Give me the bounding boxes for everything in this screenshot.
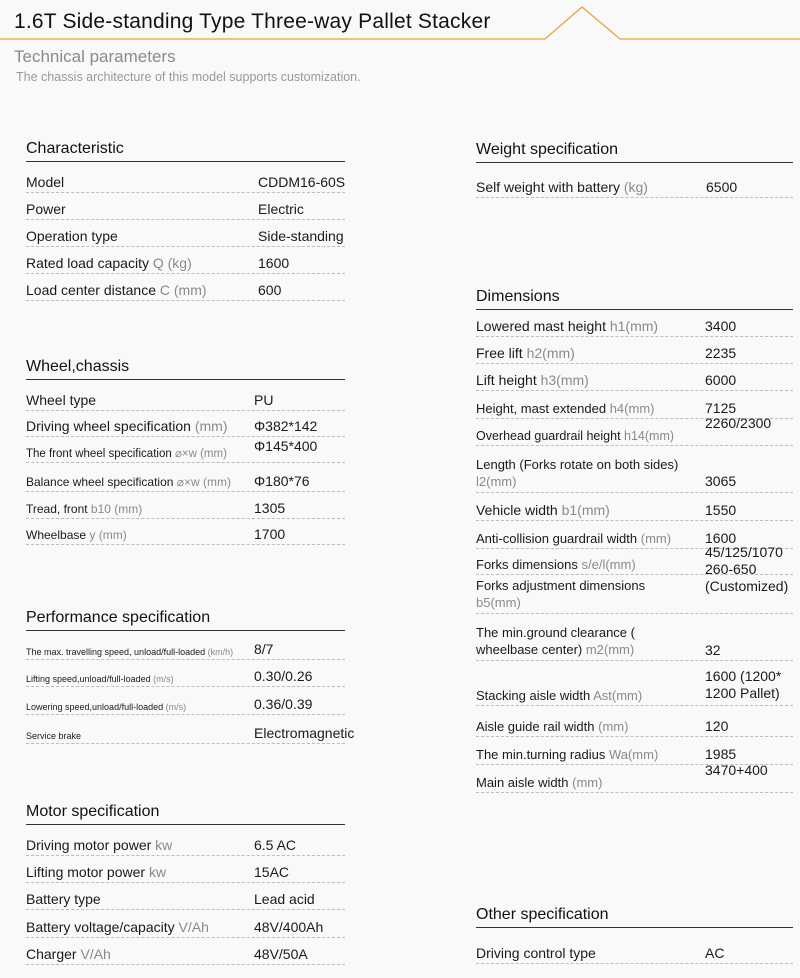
motor-row [26,857,345,883]
characteristic-row [26,276,345,301]
dimensions-row-value: 7125 [705,400,737,416]
section-dimensions-title: Dimensions [476,288,793,310]
dimensions-row-label [476,372,589,388]
dimensions-row-label [476,719,628,734]
label-text: Lowered mast height [476,318,610,334]
dimensions-row-value: 32 [705,642,721,658]
label-text: The max. travelling speed, unload/full-loaded [26,647,208,657]
wheel-row-value: 1700 [254,526,286,542]
label-unit: Q (kg) [152,255,192,271]
label-unit: Ast(mm) [593,688,643,703]
label-unit: (km/h) [207,647,234,657]
dimensions-row-label [476,318,658,334]
label-unit: kw [148,864,167,880]
dimensions-row-label [476,429,674,443]
label-unit: b5(mm) [476,595,521,610]
label-text: Power [26,201,66,217]
motor-row-value: Lead acid [254,891,315,907]
wheel-row-label [26,446,227,460]
performance-row [26,689,345,715]
section-motor-title: Motor specification [26,803,345,825]
dimensions-row [476,311,793,337]
label-text: Wheel type [26,392,97,408]
wheel-row [26,385,345,411]
wheel-row [26,519,345,545]
section-wheel-title: Wheel,chassis [26,358,345,380]
performance-row-label [26,702,186,712]
section-performance-title: Performance specification [26,609,345,631]
dimensions-row-label [476,401,654,416]
performance-row-value: 0.36/0.39 [254,696,313,712]
label-text: Height, mast extended [476,401,610,416]
label-unit: h1(mm) [609,318,659,334]
characteristic-row-value: 1600 [258,255,290,271]
dimensions-row-value: 1600 (1200* 1200 Pallet) [705,668,782,701]
dimensions-row [476,495,793,521]
label-unit: (mm) [640,531,672,546]
motor-row-value: 6.5 AC [254,837,297,853]
dimensions-row [476,762,793,793]
section-other-title: Other specification [476,906,793,928]
label-text: Aisle guide rail width [476,719,599,734]
characteristic-row-label [26,255,192,271]
label-text: Rated load capacity [26,255,153,271]
label-text: The front wheel specification [26,448,175,460]
wheel-row-value: Φ145*400 [254,438,318,454]
dimensions-row [476,623,793,661]
label-unit: kw [155,837,173,853]
performance-row-label [26,647,233,657]
label-unit: V/Ah [178,919,209,935]
dimensions-row-value: 45/125/1070 [705,544,783,560]
performance-row [26,634,345,660]
characteristic-row-value: 600 [258,282,282,298]
wheel-row-label [26,502,142,516]
wheel-row-label [26,475,231,489]
label-unit: h3(mm) [540,372,589,388]
other-row-label [476,945,596,961]
label-text: Operation type [26,228,118,244]
label-text: Charger [26,946,81,962]
label-text: Lift height [476,372,541,388]
characteristic-row-value: Side-standing [258,228,344,244]
label-text: Load center distance [26,282,160,298]
wheel-row-value: Φ180*76 [254,473,310,489]
dimensions-row [476,338,793,364]
weight-row-value: 6500 [706,179,738,195]
motor-row-value: 15AC [254,864,290,880]
label-unit: (mm) [598,719,629,734]
dimensions-row-value: 1600 [705,530,737,546]
dimensions-row-value: 3065 [705,473,737,489]
label-unit: Wa(mm) [608,747,659,762]
wheel-row [26,411,345,437]
label-text: Anti-collision guardrail width [476,531,641,546]
label-text: Forks dimensions [476,557,582,572]
performance-row-value: 0.30/0.26 [254,668,313,684]
label-text: Driving motor power [26,837,156,853]
label-text: Lifting speed,unload/full-loaded [26,674,154,684]
wheel-row-label [26,528,127,542]
label-text: Lowering speed,unload/full-loaded [26,702,166,712]
dimensions-row-value: 3400 [705,318,737,334]
label-unit: b10 (mm) [90,502,143,516]
label-text: Driving control type [476,945,596,961]
motor-row [26,939,345,965]
label-text: Vehicle width [476,502,562,518]
dimensions-row [476,711,793,737]
wheel-row-label [26,392,96,408]
performance-row-value: 8/7 [254,641,274,657]
label-text: Self weight with battery [476,179,624,195]
label-unit: b1(mm) [561,502,610,518]
label-text: Overhead guardrail height [476,429,625,443]
label-text: Service brake [26,731,82,741]
label-unit: (kg) [623,179,648,195]
label-unit: s/e/l(mm) [581,557,636,572]
dimensions-row [476,365,793,391]
dimensions-row-label [476,747,658,762]
dimensions-row-value: 260-650 (Customized) [705,561,789,594]
dimensions-row-value: 1985 [705,746,737,762]
label-unit: y (mm) [89,528,127,542]
dimensions-row [476,455,793,493]
section-weight-title: Weight specification [476,141,793,163]
label-unit: h14(mm) [624,429,675,443]
dimensions-row-label [476,624,635,658]
wheel-row-label [26,418,228,434]
label-unit: ⌀×w (mm) [174,448,227,460]
label-text: Length (Forks rotate on both sides) [476,457,679,472]
dimensions-row [476,415,793,446]
label-text: Forks adjustment dimensions [476,578,646,593]
dimensions-row-label [476,688,642,703]
label-unit: V/Ah [80,946,111,962]
other-row-value: AC [705,945,725,961]
performance-row-label [26,731,81,741]
wheel-row-value: 1305 [254,500,286,516]
performance-row [26,661,345,687]
other-row [476,938,793,964]
motor-row-label [26,837,172,853]
dimensions-row-value: 120 [705,718,729,734]
dimensions-row-label [476,531,671,546]
motor-row [26,830,345,856]
weight-row [476,173,793,198]
characteristic-row-label [26,174,64,190]
page-note: The chassis architecture of this model supports customization. [16,70,361,84]
label-text: Model [26,174,65,190]
wheel-row [26,466,345,492]
wheel-row-value: Φ382*142 [254,418,318,434]
label-unit: (m/s) [165,702,187,712]
label-unit: (m/s) [153,674,174,684]
performance-row [26,718,355,744]
motor-row [26,884,345,910]
characteristic-row [26,222,345,247]
label-text: Battery type [26,891,101,907]
characteristic-row-label [26,228,118,244]
label-text: Lifting motor power [26,864,149,880]
label-unit: m2(mm) [585,642,635,657]
dimensions-row-label [476,345,575,361]
label-unit: l2(mm) [476,474,517,489]
label-text: Wheelbase [26,528,90,542]
characteristic-row [26,249,345,274]
dimensions-row [476,668,793,706]
page-subtitle: Technical parameters [14,47,176,66]
weight-row-label [476,179,648,195]
label-text: The min.turning radius [476,747,609,762]
dimensions-row-value: 3470+400 [705,762,768,778]
label-unit: ⌀×w (mm) [176,475,231,489]
label-text: Balance wheel specification [26,475,177,489]
motor-row-value: 48V/50A [254,946,308,962]
wheel-row [26,437,345,463]
characteristic-row [26,168,345,193]
characteristic-row [26,195,345,220]
label-unit: (mm) [194,418,228,434]
label-unit: h4(mm) [609,401,655,416]
characteristic-row-label [26,201,66,217]
wheel-row-value: PU [254,392,274,408]
label-text: Stacking aisle width [476,688,594,703]
performance-row-label [26,674,174,684]
wheel-row [26,493,345,519]
dimensions-row-value: 1550 [705,502,737,518]
label-unit: (mm) [572,775,603,790]
label-text: The min.ground clearance ( wheelbase center) [476,625,635,657]
label-text: Battery voltage/capacity [26,919,179,935]
characteristic-row-value: CDDM16-60S [258,174,346,190]
label-text: Main aisle width [476,775,573,790]
motor-row [26,912,345,938]
performance-row-value: Electromagnetic [254,725,355,741]
section-characteristic-title: Characteristic [26,140,345,162]
label-text: Tread, front [26,502,91,516]
label-unit: h2(mm) [526,345,575,361]
label-unit: C (mm) [159,282,207,298]
motor-row-label [26,891,101,907]
dimensions-row-value: 6000 [705,372,737,388]
dimensions-row-label [476,502,610,518]
motor-row-value: 48V/400Ah [254,919,324,935]
dimensions-row-label [476,557,636,572]
dimensions-row-label [476,577,645,611]
label-text: Driving wheel specification [26,418,195,434]
label-text: Free lift [476,345,527,361]
dimensions-row-value: 2235 [705,345,737,361]
dimensions-row-label [476,775,602,790]
characteristic-row-label [26,282,207,298]
motor-row-label [26,919,209,935]
page-title: 1.6T Side-standing Type Three-way Pallet Stacker [14,10,491,33]
dimensions-row-label [476,456,678,490]
motor-row-label [26,864,166,880]
motor-row-label [26,946,111,962]
characteristic-row-value: Electric [258,201,304,217]
dimensions-row-value: 2260/2300 [705,415,772,431]
